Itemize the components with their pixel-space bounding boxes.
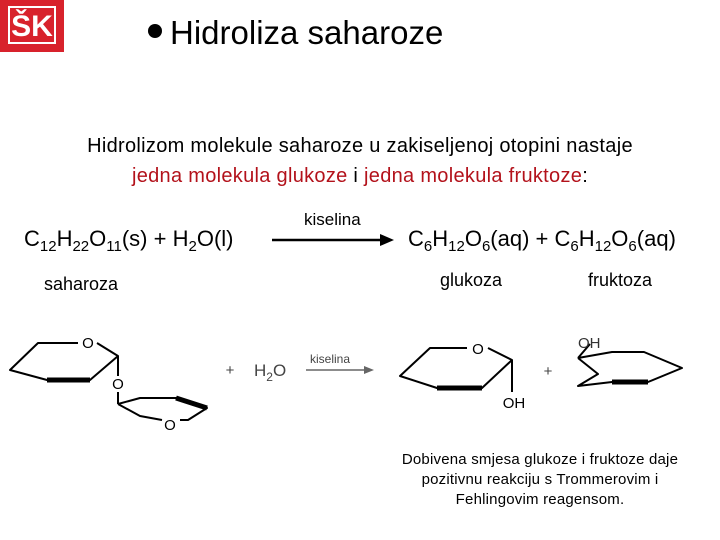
- scheme-plus-2: +: [543, 363, 553, 380]
- intro-line-1: [0, 131, 720, 161]
- equation-products: [408, 226, 676, 255]
- bullet-icon: [148, 24, 162, 38]
- ring-oxygen-label: O: [82, 335, 94, 352]
- note-line-2: pozitivnu reakciju s Trommerovim i: [421, 471, 659, 488]
- note-line-3: Fehlingovim reagensom.: [455, 491, 625, 508]
- page-title: [148, 14, 443, 52]
- glucose-formula: $C_6H_{12}O_6(aq)$: [408, 226, 530, 255]
- intro-colon: :: [582, 165, 589, 187]
- scheme-water: $H_2O$: [254, 361, 287, 384]
- equation-plus: +: [147, 226, 173, 251]
- sucrose-label: saharoza: [44, 274, 119, 294]
- note-line-1: Dobivena smjesa glukoze i fruktoze daje: [401, 451, 679, 468]
- furanose-oxygen-label: O: [164, 417, 176, 434]
- intro-glucose-phrase: jedna molekula glukoze: [131, 165, 348, 187]
- bridge-oxygen-label: O: [112, 376, 124, 393]
- fructose-label: fruktoza: [588, 270, 653, 290]
- intro-paragraph: [0, 131, 720, 191]
- intro-conjunction: i: [347, 165, 365, 187]
- catalyst-label: kiselina: [304, 210, 361, 229]
- result-note: [360, 450, 720, 510]
- reaction-scheme: [0, 320, 720, 445]
- water-formula: $H_2O(l)$: [172, 226, 234, 255]
- logo-letters: ŠK: [11, 10, 53, 43]
- equation-plus-2: +: [529, 226, 555, 251]
- scheme-catalyst-label: kiselina: [310, 352, 351, 366]
- school-logo: [0, 0, 64, 52]
- intro-line-2: [0, 161, 720, 191]
- logo-emblem: [3, 2, 61, 50]
- intro-text: molekule saharoze u zakiseljenoj otopini nastaje: [184, 135, 633, 157]
- glucose-ring-oxygen-label: O: [472, 341, 484, 358]
- fructose-formula: $C_6H_{12}O_6(aq)$: [554, 226, 676, 255]
- scheme-arrow-head: [364, 366, 374, 374]
- equation-reactants: [24, 226, 234, 255]
- fructose-oh-label: OH: [578, 335, 601, 352]
- scheme-plus: +: [225, 362, 235, 379]
- intro-fructose-phrase: jedna molekula fruktoze: [364, 165, 583, 187]
- page-title-text: Hidroliza saharoze: [170, 14, 444, 51]
- glucose-pyranose-ring: [400, 348, 512, 388]
- glucose-label: glukoza: [440, 270, 503, 290]
- sucrose-formula: $C_{12}H_{22}O_{11}(s)$: [24, 226, 148, 255]
- sucrose-pyranose-ring: [10, 343, 118, 380]
- glucose-oh-label: OH: [502, 395, 526, 412]
- intro-term: Hidrolizom: [87, 135, 185, 157]
